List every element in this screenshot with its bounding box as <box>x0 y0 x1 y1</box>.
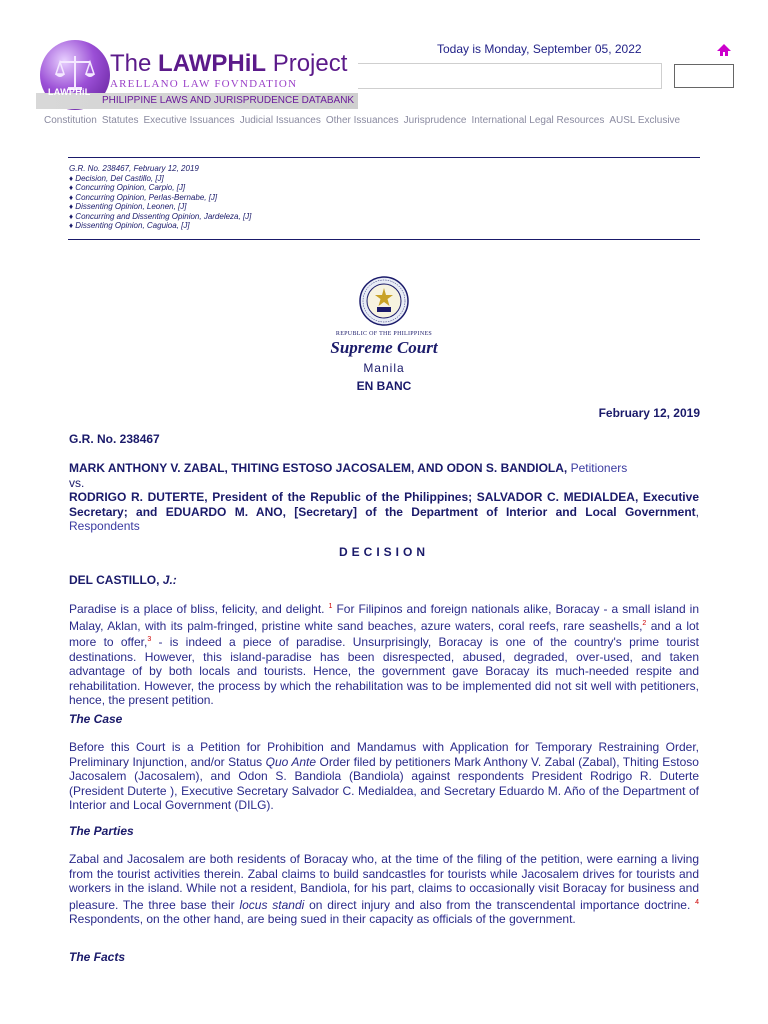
nav-item-international-legal-resources[interactable]: International Legal Resources <box>471 115 605 126</box>
nav-item-judicial-issuances[interactable]: Judicial Issuances <box>239 115 321 126</box>
main-nav <box>44 115 734 126</box>
footnote-link[interactable]: 1 <box>328 603 333 610</box>
divider <box>68 239 700 240</box>
court-name: Supreme Court <box>330 338 438 357</box>
footnote-link[interactable]: 3 <box>147 636 152 643</box>
petitioners-role: Petitioners <box>567 461 628 475</box>
title-brand: LAWPHiL <box>158 50 267 77</box>
text-span: Order filed by petitioners Mark Anthony V. Zabal (Zabal), Thiting Estoso Jacosalem (Jacosalem), and Odon S. Bandiola (Bandiola) against respondents President Rodrigo R. Duterte (President Duterte ), Executive Secretary Salvador C. Medialdea, and Secretary Eduardo M. Año of the Department of Interior and Local Government (DILG). <box>69 754 699 812</box>
petitioners-names: MARK ANTHONY V. ZABAL, THITING ESTOSO JACOSALEM, AND ODON S. BANDIOLA, <box>69 461 568 475</box>
title-prefix: The <box>110 50 159 77</box>
petitioners-line <box>69 461 699 476</box>
search-input[interactable] <box>358 63 662 89</box>
ponente-title: J.: <box>162 573 177 587</box>
nav-item-ausl-exclusive[interactable]: AUSL Exclusive <box>609 115 681 126</box>
section-heading-case: The Case <box>69 712 123 726</box>
ponente <box>69 573 177 587</box>
logo-label: LAWPHiL <box>48 87 91 97</box>
decision-heading: DECISION <box>338 545 429 559</box>
toc-link-caguioa[interactable]: ♦ Dissenting Opinion, Caguioa, [J] <box>69 221 190 230</box>
footnote-link[interactable]: 2 <box>642 619 647 627</box>
toc-link-perlas-bernabe[interactable]: ♦ Concurring Opinion, Perlas-Bernabe, [J] <box>69 192 218 202</box>
decision-date: February 12, 2019 <box>598 406 700 420</box>
toc-link-decision[interactable]: ♦ Decision, Del Castillo, [J] <box>69 173 164 183</box>
toc-case-ref: G.R. No. 238467, February 12, 2019 <box>69 164 199 173</box>
text-span: Respondents, on the other hand, are being sued in their capacity as officials of the government. <box>69 912 576 926</box>
italic-span: Quo Ante <box>265 754 317 769</box>
versus: vs. <box>69 475 85 490</box>
nav-item-statutes[interactable]: Statutes <box>101 115 139 126</box>
respondents-line <box>69 490 699 534</box>
section-heading-parties: The Parties <box>69 824 134 838</box>
nav-item-other-issuances[interactable]: Other Issuances <box>325 115 399 126</box>
text-span: Paradise is a place of bliss, felicity, and delight. <box>69 602 329 616</box>
site-title[interactable] <box>110 50 347 78</box>
text-span: on direct injury and also from the transcendental importance doctrine. <box>304 897 696 912</box>
supreme-court-seal-icon <box>359 276 409 326</box>
text-span: and a lot more to offer, <box>69 618 699 649</box>
section-heading-facts: The Facts <box>69 950 126 964</box>
text-span: For Filipinos and foreign nationals alike, Boracay - a small island in Malay, Aklan, with its palm-fringed, pristine white sand beaches, azure waters, coral reefs, rare seashells, <box>69 602 699 633</box>
court-division: EN BANC <box>356 379 412 393</box>
italic-span: locus standi <box>239 897 305 912</box>
site-subtitle: ARELLANO LAW FOVNDATION <box>110 78 298 90</box>
footnote-link[interactable]: 4 <box>695 898 700 906</box>
today-date: Today is Monday, September 05, 2022 <box>437 42 642 56</box>
databank-label: PHILIPPINE LAWS AND JURISPRUDENCE DATABANK <box>102 95 355 106</box>
opinions-toc <box>69 164 251 231</box>
title-suffix: Project <box>266 50 348 77</box>
nav-item-executive-issuances[interactable]: Executive Issuances <box>143 115 235 126</box>
toc-link-leonen[interactable]: ♦ Dissenting Opinion, Leonen, [J] <box>69 202 187 211</box>
text-span: Before this Court is a Petition for Prohibition and Mandamus with Application for Temporary Restraining Order, Preliminary Injunction, and/or Status <box>69 740 699 769</box>
ponente-name: DEL CASTILLO, <box>69 573 163 587</box>
nav-item-constitution[interactable]: Constitution <box>44 115 97 126</box>
text-span: - is indeed a piece of paradise. Unsurprisingly, Boracay is one of the country's prime tourist destinations. However, this island-paradise has been disrespected, abused, degraded, over-used, and taken advantage of by both locals and tourists. Hence, the government gave Boracay its much-needed respite and rehabilitation. However, the process by which the rehabilitation was to be implemented did not sit well with petitioners, hence, the present petition. <box>69 635 700 707</box>
toc-link-carpio[interactable]: ♦ Concurring Opinion, Carpio, [J] <box>69 183 186 192</box>
republic-label: REPUBLIC OF THE PHILIPPINES <box>335 331 433 337</box>
toc-link-jardeleza[interactable]: ♦ Concurring and Dissenting Opinion, Jardeleza, [J] <box>69 211 252 221</box>
respondents-role: Respondents <box>69 519 140 533</box>
home-icon[interactable] <box>716 42 732 58</box>
court-city: Manila <box>363 361 405 375</box>
respondents-names: RODRIGO R. DUTERTE, President of the Republic of the Philippines; SALVADOR C. MEDIALDEA, Executive Secretary; and EDUARDO M. ANO, [Secretary] of the Department of Interior and Local Government <box>69 490 699 519</box>
respondents-comma: , <box>695 504 699 519</box>
paragraph-parties <box>69 852 699 927</box>
paragraph-case <box>69 740 699 813</box>
gr-number: G.R. No. 238467 <box>69 432 160 446</box>
case-parties <box>69 461 699 534</box>
text-span: Zabal and Jacosalem are both residents of Boracay who, at the time of the filing of the petition, were earning a living from the tourist activities therein. Zabal claims to build sandcastles for tourists while Jacosalem drives for tourists and workers in the island. While not a resident, Bandiola, for his part, claims to occasionally visit Boracay for business and pleasure. The three base their <box>69 852 699 912</box>
paragraph-intro <box>69 600 699 708</box>
search-button[interactable] <box>674 64 734 88</box>
nav-item-jurisprudence[interactable]: Jurisprudence <box>403 115 467 126</box>
divider <box>68 157 700 158</box>
